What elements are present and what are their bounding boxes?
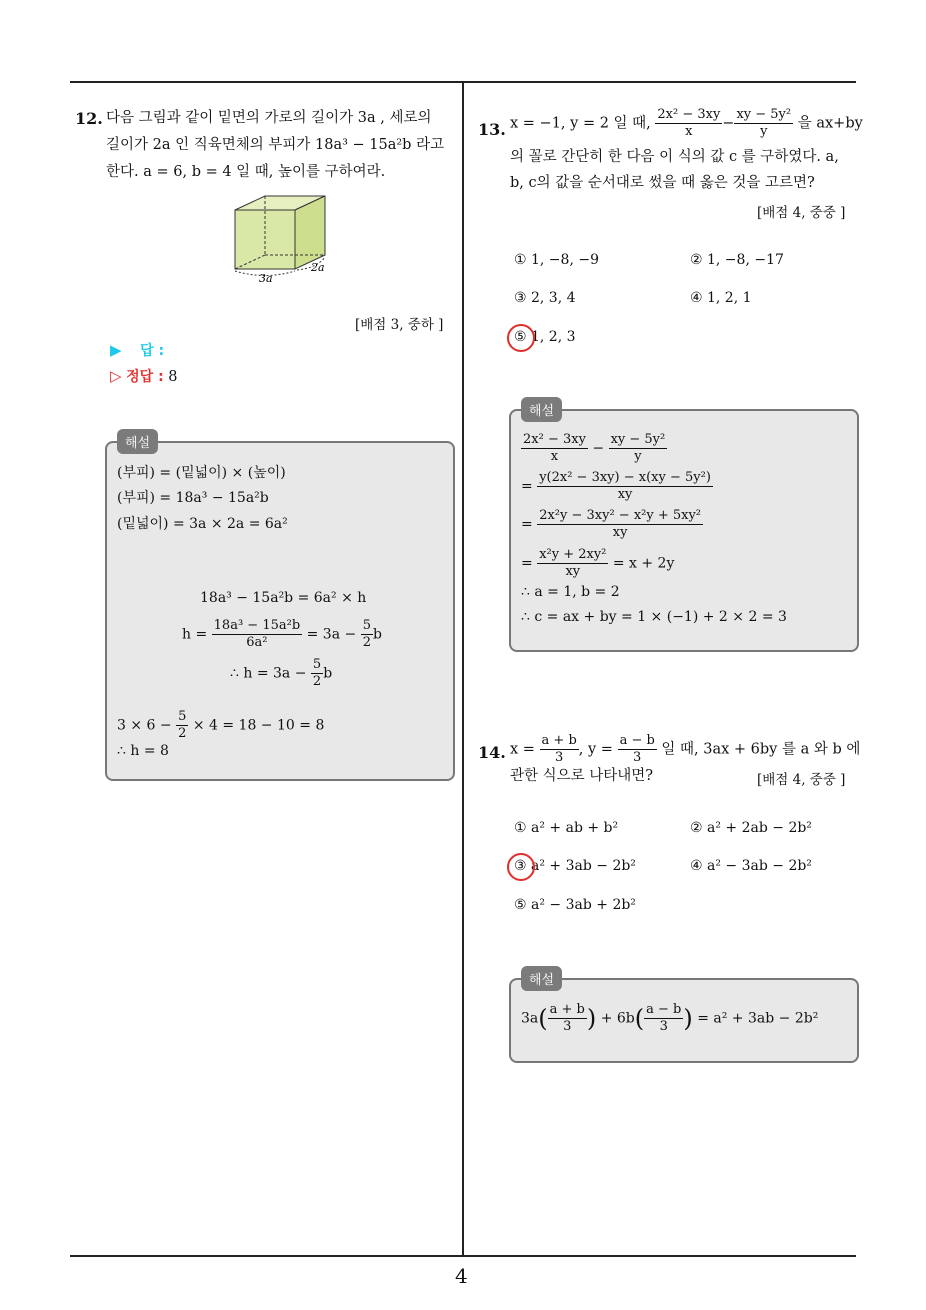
- figure-width-label: 3a: [259, 272, 273, 285]
- q12-explain-3: (밑넓이) = 3a × 2a = 6a²: [117, 516, 288, 532]
- q13-step3: = $\frac{\text{2x²y − 3xy² − x²y + 5xy²}}{xy}$: [521, 508, 702, 540]
- q12-line3: 한다. a = 6, b = 4 일 때, 높이를 구하여라.: [106, 164, 386, 180]
- column-divider: [462, 81, 464, 1256]
- answer-arrow-icon: ▶: [110, 341, 122, 359]
- q13-line2: 의 꼴로 간단히 한 다음 이 식의 값 c 를 구하였다. a,: [510, 149, 839, 165]
- q13-step4: = $\frac{\text{x²y + 2xy²}}{xy}$ = x + 2y: [521, 547, 675, 579]
- q13-score: [배점 4, 중중 ]: [757, 205, 846, 221]
- correct-label: 정답 :: [126, 369, 164, 385]
- q12-line1: 다음 그림과 같이 밑면의 가로의 길이가 3a , 세로의: [106, 110, 432, 126]
- q13-step1: $\frac{\text{2x² − 3xy}}{x}$ − $\frac{\text{xy − 5y²}}{y}$: [523, 432, 666, 464]
- q12-line2: 길이가 2a 인 직육면체의 부피가 18a³ − 15a²b 라고: [106, 137, 445, 153]
- q12-eq4: 3 × 6 − $\frac{5}{2}$ × 4 = 18 − 10 = 8: [117, 709, 325, 741]
- q13-line1: x = −1, y = 2 일 때, $\frac{\text{2x² − 3xy}}{x}$ − $\frac{\text{xy − 5y²}}{y}$ 을 ax+by: [510, 107, 863, 139]
- answer-label: 답 :: [140, 343, 165, 359]
- q14-number: 14.: [478, 743, 506, 762]
- q12-eq2: h = $\frac{\text{18a³ − 15a²b}}{\text{6a²}}$ = 3a − $\frac{5}{2}$ b: [182, 618, 382, 650]
- q12-score: [배점 3, 중하 ]: [355, 317, 444, 333]
- q14-line1: x = $\frac{a + b}{3}$ , y = $\frac{a - b}{3}$ 일 때, 3ax + 6by 를 a 와 b 에: [510, 733, 861, 765]
- q13-option-1[interactable]: ① 1, −8, −9: [514, 252, 599, 268]
- q12-eq1: 18a³ − 15a²b = 6a² × h: [200, 590, 367, 606]
- q13-number: 13.: [478, 120, 506, 139]
- q14-explain-eq: 3a( $\frac{a + b}{3}$ ) + 6b( $\frac{a - b}{3}$ ) = a² + 3ab − 2b²: [521, 1002, 819, 1034]
- q12-eq5: ∴ h = 8: [117, 743, 169, 759]
- q14-option-5[interactable]: ⑤ a² − 3ab + 2b²: [514, 897, 636, 913]
- q14-option-2[interactable]: ② a² + 2ab − 2b²: [690, 820, 812, 836]
- q13-option-3[interactable]: ③ 2, 3, 4: [514, 290, 576, 306]
- q13-step5: ∴ a = 1, b = 2: [521, 584, 620, 600]
- q14-answer-mark-icon: [507, 853, 535, 881]
- q13-answer-mark-icon: [507, 324, 535, 352]
- q13-option-4[interactable]: ④ 1, 2, 1: [690, 290, 752, 306]
- q14-line2: 관한 식으로 나타내면?: [510, 768, 654, 784]
- q14-option-3[interactable]: ③ a² + 3ab − 2b²: [514, 858, 636, 874]
- q12-explain-1: (부피) = (밑넓이) × (높이): [117, 465, 286, 481]
- q12-correct-row: [110, 364, 178, 390]
- q12-eq3: ∴ h = 3a − $\frac{5}{2}$ b: [230, 657, 333, 689]
- q12-number: 12.: [75, 109, 103, 128]
- q13-line3: b, c의 값을 순서대로 썼을 때 옳은 것을 고르면?: [510, 175, 815, 191]
- q12-explain-2: (부피) = 18a³ − 15a²b: [117, 490, 269, 506]
- q14-option-4[interactable]: ④ a² − 3ab − 2b²: [690, 858, 812, 874]
- q12-answer-row: [110, 338, 164, 364]
- q13-explain-tag: 해설: [521, 397, 562, 422]
- correct-value: 8: [168, 369, 178, 385]
- q13-step2: = $\frac{\text{y(2x² − 3xy) − x(xy − 5y²)}}{xy}$: [521, 470, 711, 502]
- q13-option-5[interactable]: ⑤ 1, 2, 3: [514, 329, 576, 345]
- cuboid-figure: [225, 190, 340, 285]
- bottom-rule: [70, 1255, 856, 1257]
- correct-arrow-icon: ▷: [110, 367, 122, 385]
- figure-depth-label: 2a: [311, 261, 325, 274]
- page-number: 4: [455, 1264, 468, 1288]
- q14-score: [배점 4, 중중 ]: [757, 772, 846, 788]
- q13-step6: ∴ c = ax + by = 1 × (−1) + 2 × 2 = 3: [521, 609, 787, 625]
- q12-explain-tag: 해설: [117, 429, 158, 454]
- q13-option-2[interactable]: ② 1, −8, −17: [690, 252, 784, 268]
- q14-option-1[interactable]: ① a² + ab + b²: [514, 820, 619, 836]
- q14-explain-tag: 해설: [521, 966, 562, 991]
